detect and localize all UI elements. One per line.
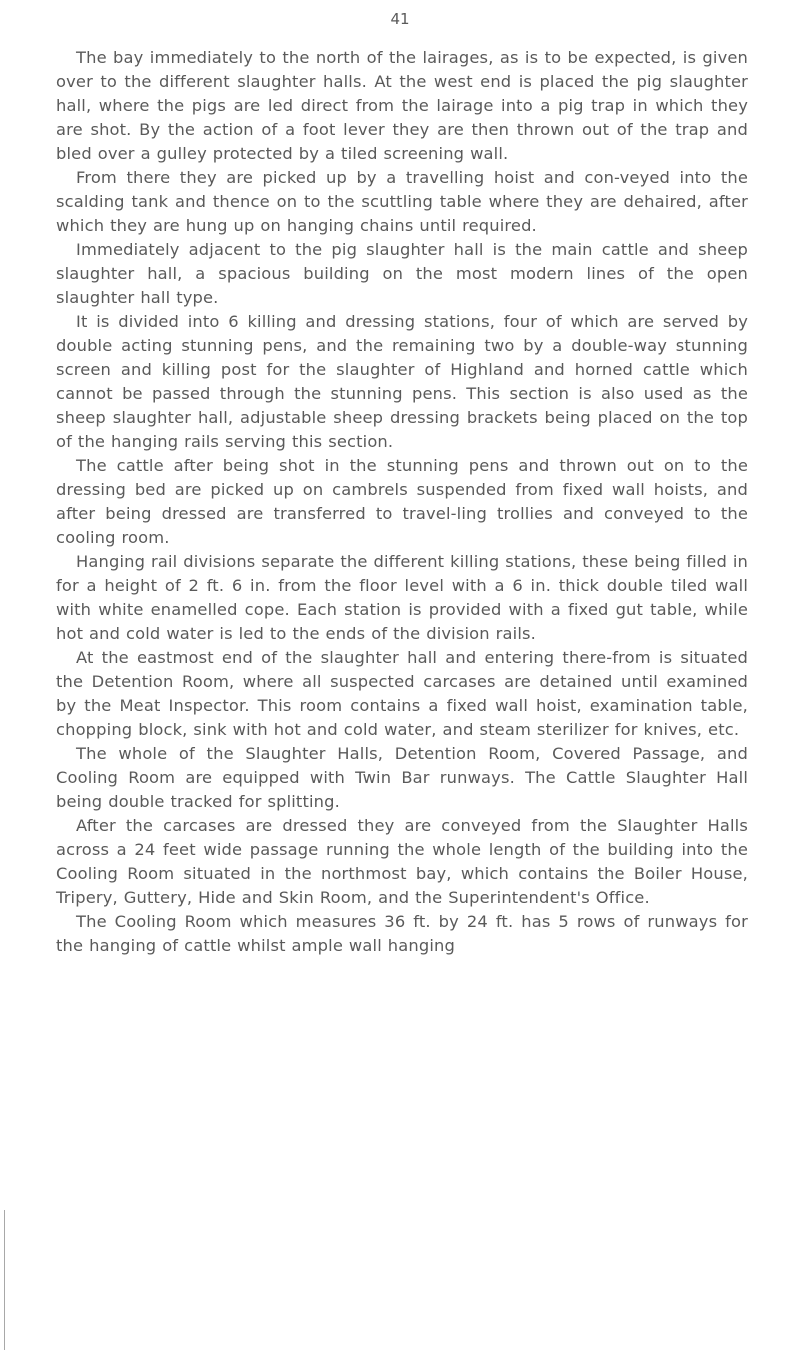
paragraph-cattle-dressing: The cattle after being shot in the stunning pens and thrown out on to the dressing bed are picked up on cambrels suspended from fixed wall hoists, and after being dressed are transferred to travel-ling trollies and conveyed to the cooling room. bbox=[56, 456, 748, 547]
body-text bbox=[56, 46, 748, 958]
paragraph-stations: It is divided into 6 killing and dressing stations, four of which are served by double acting stunning pens, and the remaining two by a double-way stunning screen and killing post for the slaughter of Highland and horned cattle which cannot be passed through the stunning pens. This section is also used as the sheep slaughter hall, adjustable sheep dressing brackets being placed on the top of the hanging rails serving this section. bbox=[56, 312, 748, 451]
paragraph-detention-room: At the eastmost end of the slaughter hall and entering there-from is situated the Detention Room, where all suspected carcases are detained until examined by the Meat Inspector. This room contains a fixed wall hoist, examination table, chopping block, sink with hot and cold water, and steam sterilizer for knives, etc. bbox=[56, 648, 748, 739]
paragraph-lairage-bay: The bay immediately to the north of the lairages, as is to be expected, is given over to the different slaughter halls. At the west end is placed the pig slaughter hall, where the pigs are led direct from the lairage into a pig trap in which they are shot. By the action of a foot lever they are then thrown out of the trap and bled over a gulley protected by a tiled screening wall. bbox=[56, 48, 748, 163]
paragraph-cooling-room: The Cooling Room which measures 36 ft. by 24 ft. has 5 rows of runways for the hanging of cattle whilst ample wall hanging bbox=[56, 912, 748, 955]
page-number: 41 bbox=[390, 10, 410, 28]
paragraph-passage: After the carcases are dressed they are conveyed from the Slaughter Halls across a 24 feet wide passage running the whole length of the building into the Cooling Room situated in the northmost bay, which contains the Boiler House, Tripery, Guttery, Hide and Skin Room, and the Superintendent's Office. bbox=[56, 816, 748, 907]
paragraph-hoist: From there they are picked up by a travelling hoist and con-veyed into the scalding tank and thence on to the scuttling table where they are dehaired, after which they are hung up on hanging chains until required. bbox=[56, 168, 748, 235]
paragraph-runways: The whole of the Slaughter Halls, Detention Room, Covered Passage, and Cooling Room are equipped with Twin Bar runways. The Cattle Slaughter Hall being double tracked for splitting. bbox=[56, 744, 748, 811]
paragraph-rail-divisions: Hanging rail divisions separate the different killing stations, these being filled in for a height of 2 ft. 6 in. from the floor level with a 6 in. thick double tiled wall with white enamelled cope. Each station is provided with a fixed gut table, while hot and cold water is led to the ends of the division rails. bbox=[56, 552, 748, 643]
margin-rule bbox=[4, 1210, 5, 1350]
paragraph-main-hall: Immediately adjacent to the pig slaughter hall is the main cattle and sheep slaughter hall, a spacious building on the most modern lines of the open slaughter hall type. bbox=[56, 240, 748, 307]
